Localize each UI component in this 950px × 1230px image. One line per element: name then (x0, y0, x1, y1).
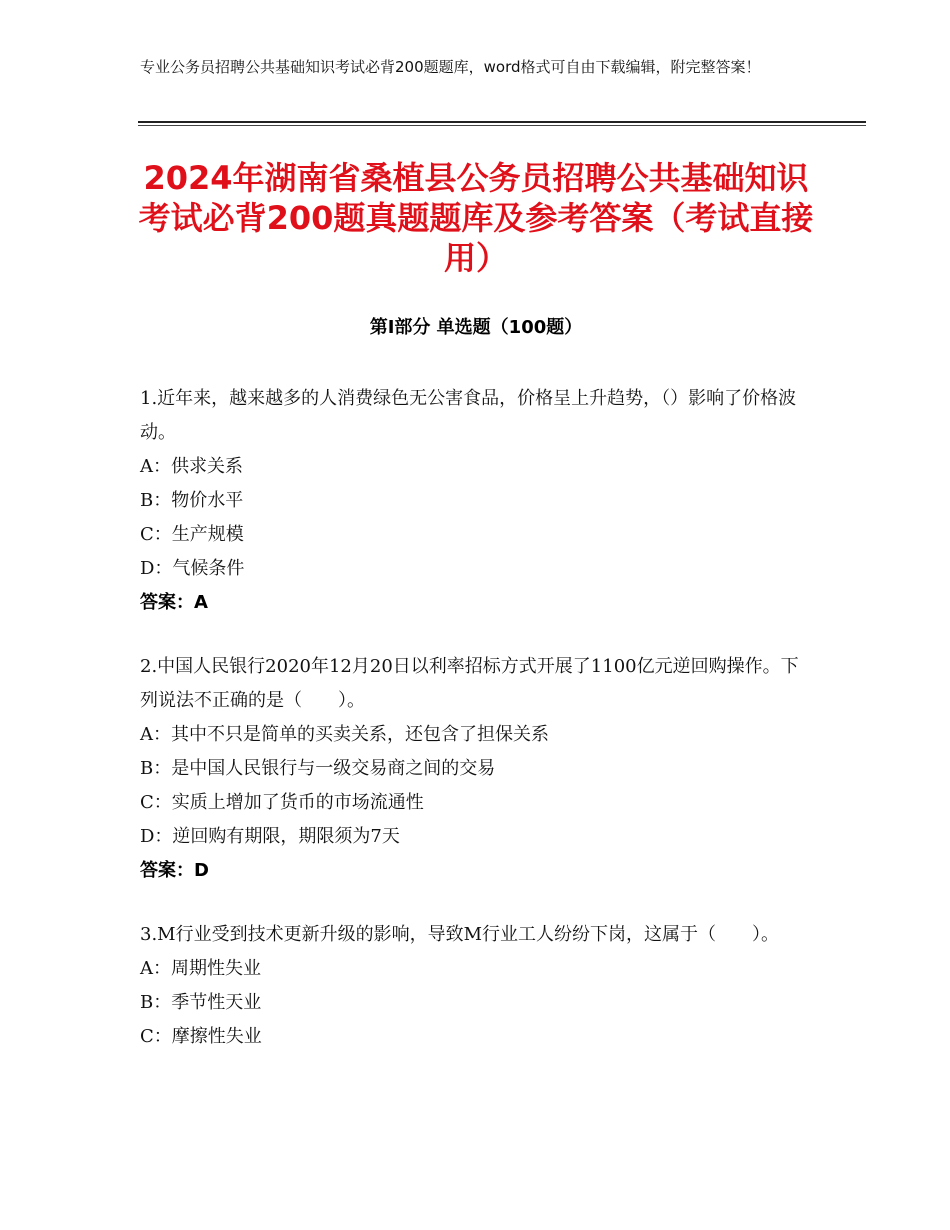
option-c: C：生产规模 (140, 524, 244, 545)
option-a: A：供求关系 (140, 456, 243, 477)
option-a: A：其中不只是简单的买卖关系，还包含了担保关系 (140, 724, 549, 745)
option-d: D：逆回购有期限，期限须为7天 (140, 826, 400, 847)
question-stem: 2.中国人民银行2020年12月20日以利率招标方式开展了1100亿元逆回购操作。下列说法不正确的是（ ）。 (140, 656, 799, 711)
question-3 (140, 918, 812, 1054)
header-divider-thin (138, 125, 866, 126)
header-note: 专业公务员招聘公共基础知识考试必背200题题库，word格式可自由下载编辑，附完整答案！ (140, 58, 761, 76)
question-stem: 3.M行业受到技术更新升级的影响，导致M行业工人纷纷下岗，这属于（ ）。 (140, 924, 780, 945)
option-b: B：季节性天业 (140, 992, 262, 1013)
answer: 答案：D (140, 860, 209, 881)
question-2 (140, 650, 812, 888)
section-heading: 第Ⅰ部分 单选题（100题） (369, 317, 583, 338)
question-list (140, 382, 812, 1084)
option-d: D：气候条件 (140, 558, 245, 579)
option-b: B：是中国人民银行与一级交易商之间的交易 (140, 758, 496, 779)
question-1 (140, 382, 812, 620)
document-title: 2024年湖南省桑植县公务员招聘公共基础知识考试必背200题真题题库及参考答案（考试直接用） (138, 159, 814, 277)
option-c: C：摩擦性失业 (140, 1026, 262, 1047)
option-c: C：实质上增加了货币的市场流通性 (140, 792, 424, 813)
option-b: B：物价水平 (140, 490, 244, 511)
option-a: A：周期性失业 (140, 958, 261, 979)
question-stem: 1.近年来，越来越多的人消费绿色无公害食品，价格呈上升趋势，（）影响了价格波动。 (140, 388, 797, 443)
header-divider-thick (138, 121, 866, 123)
answer: 答案：A (140, 592, 208, 613)
